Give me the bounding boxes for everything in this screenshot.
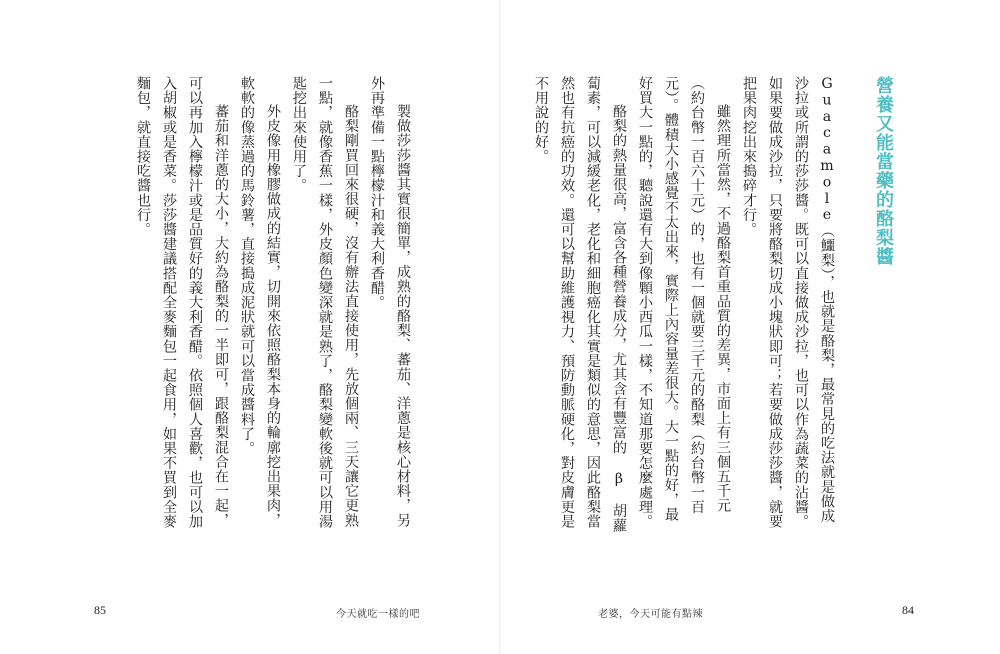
running-head-left: 今天就吃一樣的吧	[336, 609, 420, 620]
right-paragraph-2: 雖然理所當然，不過酪梨首重品質的差異，市面上有三個五千元（約台幣一百六十元）的，也有一個就要三千元的酪梨（約台幣一百元）。體積大小感覺不太出來，實際上內容量差很大。大一點的好，最好買大一點的，聽說還有大到像顆小西瓜一樣，不知道那要怎麼處理。	[637, 76, 731, 529]
right-paragraph-3: 酪梨的熱量很高，富含各種營養成分，尤其含有豐富的 β 胡蘿蔔素，可以減緩老化，老化和細胞癌化其實是類似的意思，因此酪梨當然也有抗癌的功效。還可以幫助維護視力、預防動脈硬化，對皮膚更是不用說的好。	[533, 76, 627, 534]
left-paragraph-1: 製做莎莎醬其實很簡單，成熟的酪梨、蕃茄、洋蔥是核心材料，另外再準備一點檸檬汁和義大利香醋。	[369, 76, 411, 528]
running-head-right: 老婆，今天可能有點辣	[598, 609, 703, 620]
page-number-right: 84	[902, 603, 914, 617]
page-number-left: 85	[94, 603, 106, 617]
left-body-text	[96, 76, 416, 536]
right-page	[500, 0, 1000, 654]
right-body-text	[533, 76, 840, 536]
right-paragraph-1: Guacamole（鱷梨），也就是酪梨，最常見的吃法就是做成沙拉或所謂的莎莎醬。既可以直接做成沙拉，也可以作為蔬菜的沾醬。如果要做成沙拉，只要將酪梨切成小塊狀即可；若要做成莎莎醬，就要把果肉挖出來搗碎才行。	[741, 76, 835, 529]
left-paragraph-4: 蕃茄和洋蔥的大小，大約為酪梨的一半即可，跟酪梨混合在一起，可以再加入檸檬汁或是品質好的義大利香醋。依照個人喜歡，也可以加入胡椒或是香菜。莎莎醬建議搭配全麥麵包一起食用，如果不買到全麥麵包，就直接吃醬也行。	[135, 76, 229, 529]
left-paragraph-3: 外皮像用橡膠做成的結實，切開來依照酪梨本身的輪廓挖出果肉，軟軟的像蒸過的馬鈴薯，直接搗成泥狀就可以當成醬料了。	[239, 76, 281, 528]
section-title: 營養又能當藥的酪梨醬	[873, 76, 894, 266]
left-paragraph-2: 酪梨剛買回來很硬，沒有辦法直接使用，先放個兩、三天讓它更熟一點，就像香蕉一樣，外皮顏色變深就是熟了，酪梨變軟後就可以用湯匙挖出來使用了。	[291, 76, 359, 529]
